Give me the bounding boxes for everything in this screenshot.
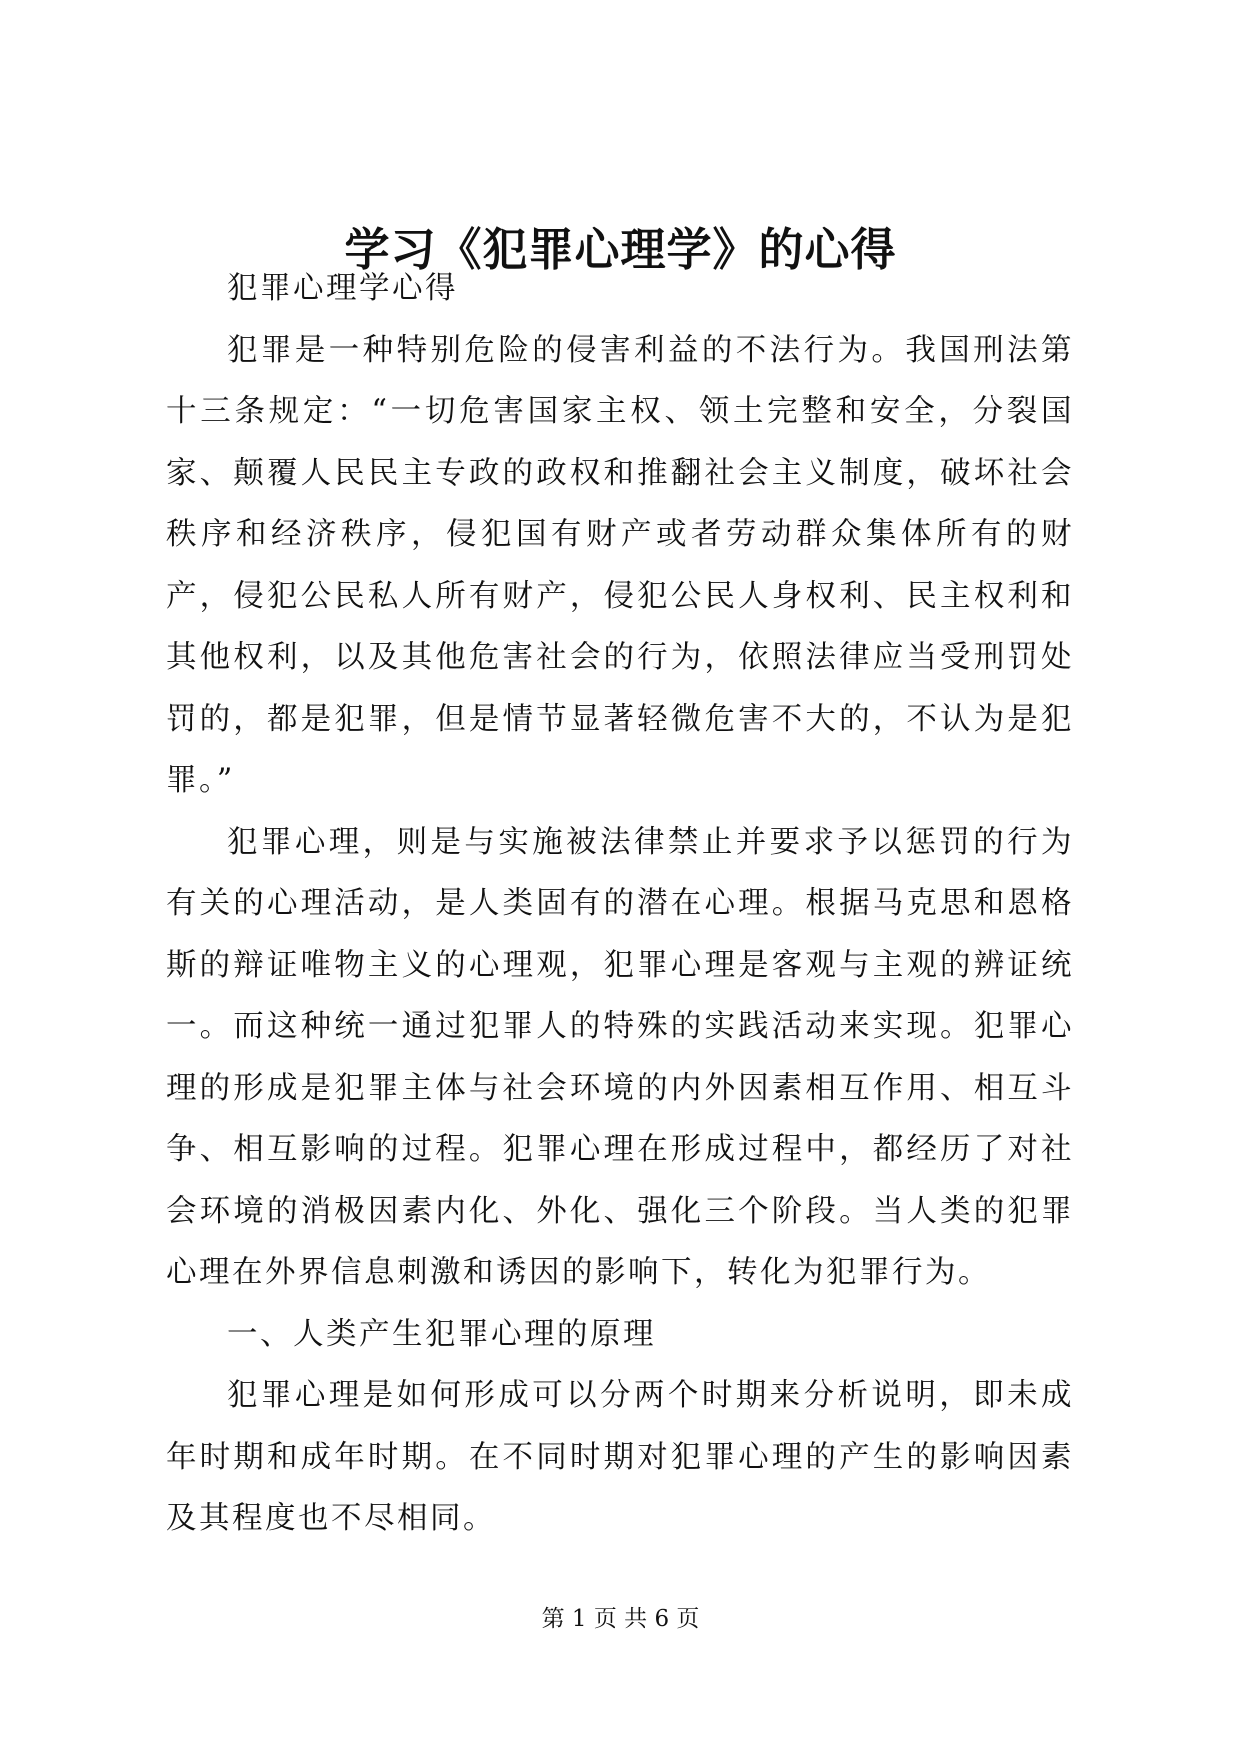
page-number-label: 第 1 页 共 6 页 [541, 1606, 700, 1632]
paragraph-formation-periods: 犯罪心理是如何形成可以分两个时期来分析说明，即未成年时期和成年时期。在不同时期对犯罪心理的产生的影响因素及其程度也不尽相同。 [166, 1378, 1074, 1536]
section-heading-principle: 一、人类产生犯罪心理的原理 [227, 1316, 656, 1352]
paragraph-criminal-psychology: 犯罪心理，则是与实施被法律禁止并要求予以惩罚的行为有关的心理活动，是人类固有的潜在心理。根据马克思和恩格斯的辩证唯物主义的心理观，犯罪心理是客观与主观的辨证统一。而这种统一通过犯罪人的特殊的实践活动来实现。犯罪心理的形成是犯罪主体与社会环境的内外因素相互作用、相互斗争、相互影响的过程。犯罪心理在形成过程中，都经历了对社会环境的消极因素内化、外化、强化三个阶段。当人类的犯罪心理在外界信息刺激和诱因的影响下，转化为犯罪行为。 [166, 824, 1074, 1290]
document-title: 学习《犯罪心理学》的心得 [344, 223, 897, 276]
document-body [166, 258, 1074, 1550]
page-footer [0, 1604, 1241, 1634]
paragraph-crime-definition: 犯罪是一种特别危险的侵害利益的不法行为。我国刑法第十三条规定：“一切危害国家主权、领土完整和安全，分裂国家、颠覆人民民主专政的政权和推翻社会主义制度，破坏社会秩序和经济秩序，侵犯国有财产或者劳动群众集体所有的财产，侵犯公民私人所有财产，侵犯公民人身权利、民主权利和其他权利，以及其他危害社会的行为，依照法律应当受刑罚处罚的，都是犯罪，但是情节显著轻微危害不大的，不认为是犯罪。” [166, 332, 1074, 798]
paragraph-subtitle: 犯罪心理学心得 [227, 271, 458, 306]
